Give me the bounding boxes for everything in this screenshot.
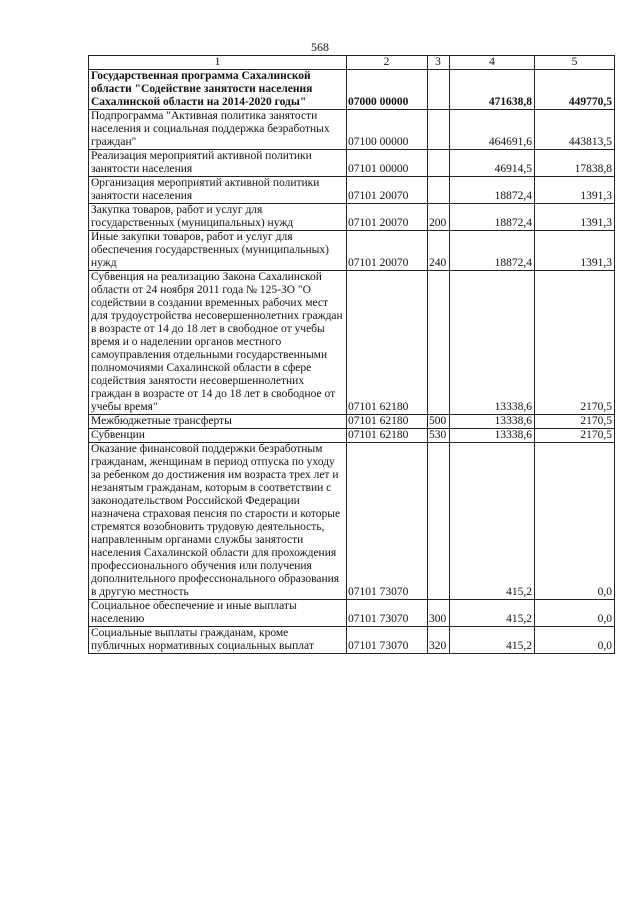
row-expense-type: 530	[428, 429, 450, 443]
row-expense-type	[428, 271, 450, 415]
row-code: 07101 62180	[347, 271, 428, 415]
row-amount-col5: 449770,5	[535, 70, 615, 110]
row-amount-col5: 2170,5	[535, 415, 615, 429]
row-amount-col5: 1391,3	[535, 231, 615, 271]
table-row	[89, 600, 615, 627]
row-name: Межбюджетные трансферты	[89, 415, 347, 429]
row-expense-type: 240	[428, 231, 450, 271]
row-amount-col4: 46914,5	[450, 150, 535, 177]
page-number: 568	[311, 40, 329, 54]
table-body	[89, 70, 615, 654]
row-name: Социальные выплаты гражданам, кроме публичных нормативных социальных выплат	[89, 627, 347, 654]
row-amount-col4: 18872,4	[450, 204, 535, 231]
row-amount-col5: 443813,5	[535, 110, 615, 150]
row-name: Субвенции	[89, 429, 347, 443]
row-amount-col5: 2170,5	[535, 429, 615, 443]
row-amount-col4: 13338,6	[450, 429, 535, 443]
table-row	[89, 271, 615, 415]
row-name: Государственная программа Сахалинской области "Содействие занятости населения Сахалинской области на 2014-2020 годы"	[89, 70, 347, 110]
row-name: Реализация мероприятий активной политики занятости населения	[89, 150, 347, 177]
row-amount-col5: 0,0	[535, 627, 615, 654]
row-name: Оказание финансовой поддержки безработным гражданам, женщинам в период отпуска по уходу за ребенком до достижения им возраста трех лет и незанятым гражданам, которым в соответствии с законодательством Российской Федерации назначена страховая пенсия по старости и которые стремятся возобновить трудовую деятельность, направленным органами службы занятости населения Сахалинской области для прохождения профессионального обучения или получения дополнительного профессионального образования в другую местность	[89, 443, 347, 600]
table-row	[89, 443, 615, 600]
row-code: 07101 20070	[347, 177, 428, 204]
row-expense-type	[428, 150, 450, 177]
row-expense-type	[428, 177, 450, 204]
row-code: 07101 73070	[347, 627, 428, 654]
row-name: Организация мероприятий активной политики занятости населения	[89, 177, 347, 204]
row-code: 07000 00000	[347, 70, 428, 110]
row-name: Закупка товаров, работ и услуг для государственных (муниципальных) нужд	[89, 204, 347, 231]
row-name: Подпрограмма "Активная политика занятости населения и социальная поддержка безработных граждан"	[89, 110, 347, 150]
row-code: 07101 20070	[347, 231, 428, 271]
row-amount-col5: 1391,3	[535, 177, 615, 204]
table-row	[89, 231, 615, 271]
row-amount-col4: 415,2	[450, 443, 535, 600]
row-expense-type	[428, 443, 450, 600]
row-amount-col5: 1391,3	[535, 204, 615, 231]
row-amount-col4: 13338,6	[450, 271, 535, 415]
table-row	[89, 429, 615, 443]
row-amount-col5: 17838,8	[535, 150, 615, 177]
row-code: 07100 00000	[347, 110, 428, 150]
header-col-3: 3	[428, 56, 450, 70]
header-col-5: 5	[535, 56, 615, 70]
row-amount-col4: 464691,6	[450, 110, 535, 150]
table-header	[89, 56, 615, 70]
row-amount-col4: 471638,8	[450, 70, 535, 110]
header-col-2: 2	[347, 56, 428, 70]
row-amount-col4: 18872,4	[450, 231, 535, 271]
table-row	[89, 415, 615, 429]
table-row	[89, 177, 615, 204]
row-amount-col5: 0,0	[535, 600, 615, 627]
row-expense-type: 320	[428, 627, 450, 654]
row-amount-col5: 0,0	[535, 443, 615, 600]
row-amount-col4: 415,2	[450, 600, 535, 627]
header-col-1: 1	[89, 56, 347, 70]
budget-table	[88, 55, 615, 654]
row-code: 07101 73070	[347, 443, 428, 600]
row-amount-col4: 13338,6	[450, 415, 535, 429]
row-amount-col5: 2170,5	[535, 271, 615, 415]
row-expense-type	[428, 110, 450, 150]
row-code: 07101 00000	[347, 150, 428, 177]
row-name: Субвенция на реализацию Закона Сахалинской области от 24 ноября 2011 года № 125-ЗО "О содействии в создании временных рабочих мест для трудоустройства несовершеннолетних граждан в возрасте от 14 до 18 лет в свободное от учебы время и о наделении органов местного самоуправления отдельными государственными полномочиями Сахалинской области в сфере содействия занятости несовершеннолетних граждан в возрасте от 14 до 18 лет в свободное от учебы время"	[89, 271, 347, 415]
header-row	[89, 56, 615, 70]
row-name: Социальное обеспечение и иные выплаты населению	[89, 600, 347, 627]
row-amount-col4: 415,2	[450, 627, 535, 654]
row-name: Иные закупки товаров, работ и услуг для обеспечения государственных (муниципальных) нужд	[89, 231, 347, 271]
row-code: 07101 73070	[347, 600, 428, 627]
row-expense-type	[428, 70, 450, 110]
row-amount-col4: 18872,4	[450, 177, 535, 204]
table-row	[89, 627, 615, 654]
table-row	[89, 204, 615, 231]
row-code: 07101 20070	[347, 204, 428, 231]
table-row	[89, 70, 615, 110]
row-expense-type: 300	[428, 600, 450, 627]
table-row	[89, 150, 615, 177]
row-code: 07101 62180	[347, 429, 428, 443]
table-row	[89, 110, 615, 150]
row-expense-type: 500	[428, 415, 450, 429]
row-expense-type: 200	[428, 204, 450, 231]
header-col-4: 4	[450, 56, 535, 70]
row-code: 07101 62180	[347, 415, 428, 429]
